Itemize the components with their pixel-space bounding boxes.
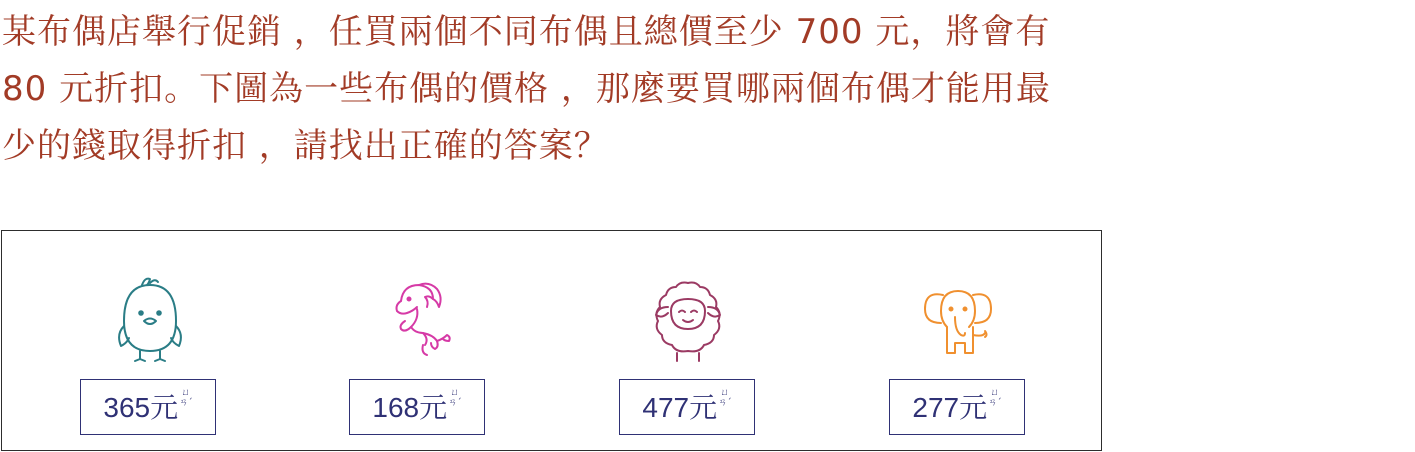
price-unit: 元 bbox=[959, 392, 988, 423]
chick-icon bbox=[94, 271, 204, 371]
price-value: 477 bbox=[642, 392, 690, 423]
question-line-3: 少的錢取得折扣 ，請找出正確的答案？ bbox=[2, 126, 609, 166]
price-tag: 477元 ㄩ ㄢˊ bbox=[619, 379, 755, 435]
price-tag: 277元 ㄩ ㄢˊ bbox=[889, 379, 1025, 435]
price-value: 168 bbox=[372, 392, 420, 423]
price-tag: 365元 ㄩ ㄢˊ bbox=[80, 379, 216, 435]
question-line-1: 某布偶店舉行促銷 ，任買兩個不同布偶且總價至少 700 元，將會有 bbox=[2, 12, 1051, 52]
question-text bbox=[2, 4, 1410, 175]
sheep-icon bbox=[633, 271, 743, 371]
plush-price-panel bbox=[1, 230, 1102, 451]
price-unit: 元 bbox=[150, 392, 179, 423]
price-unit: 元 bbox=[689, 392, 718, 423]
price-value: 277 bbox=[912, 392, 960, 423]
price-unit: 元 bbox=[419, 392, 448, 423]
price-value: 365 bbox=[103, 392, 151, 423]
price-tag: 168元 ㄩ ㄢˊ bbox=[349, 379, 485, 435]
question-line-2: 80 元折扣。下圖為一些布偶的價格 ，那麼要買哪兩個布偶才能用最 bbox=[2, 69, 1051, 109]
elephant-icon bbox=[903, 271, 1013, 371]
pony-icon bbox=[363, 271, 473, 371]
